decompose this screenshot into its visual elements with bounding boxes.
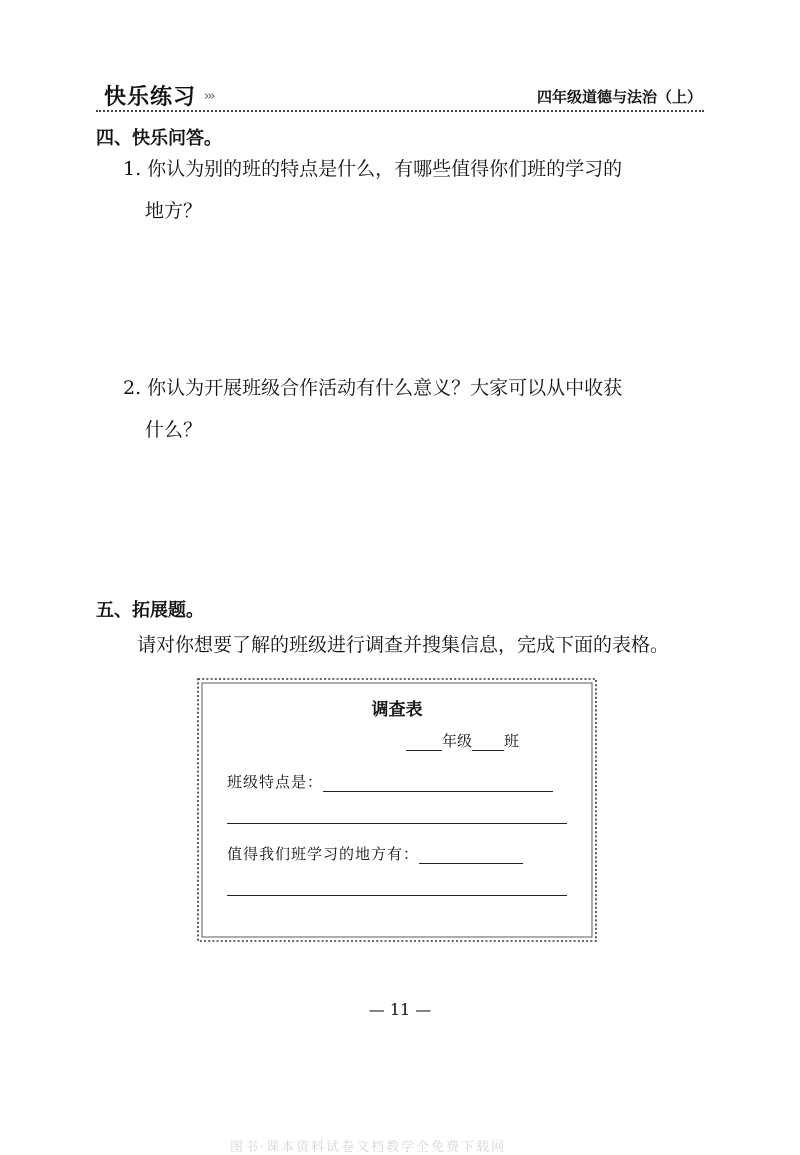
question-2 bbox=[123, 367, 703, 451]
class-blank[interactable] bbox=[472, 734, 504, 751]
learn-blank-line-2[interactable] bbox=[227, 895, 567, 896]
feature-row bbox=[227, 771, 553, 792]
page-number: — 11 — bbox=[368, 1000, 432, 1019]
learn-row bbox=[227, 843, 523, 864]
question-1-line1: 1. 你认为别的班的特点是什么，有哪些值得你们班的学习的 bbox=[123, 158, 623, 180]
grade-blank[interactable] bbox=[406, 734, 442, 751]
header-subject: 四年级道德与法治（上） bbox=[536, 88, 702, 106]
grade-label: 年级 bbox=[442, 732, 473, 750]
page-header bbox=[96, 80, 704, 112]
section-4-title: 四、快乐问答。 bbox=[96, 128, 222, 149]
header-divider bbox=[96, 110, 704, 112]
question-1 bbox=[123, 148, 703, 232]
footer-watermark-text: 图书·课本资料试卷文档教学全免费下载网 bbox=[230, 1140, 507, 1155]
section-5-title: 五、拓展题。 bbox=[96, 600, 204, 621]
header-title: 快乐练习 bbox=[104, 85, 197, 110]
class-label: 班 bbox=[504, 732, 520, 750]
question-1-line2: 地方？ bbox=[145, 200, 203, 222]
section-5-intro: 请对你想要了解的班级进行调查并搜集信息，完成下面的表格。 bbox=[137, 634, 670, 656]
question-2-line1: 2. 你认为开展班级合作活动有什么意义？大家可以从中收获 bbox=[123, 377, 623, 399]
learn-blank[interactable] bbox=[419, 847, 523, 864]
chevron-right-icon: ››› bbox=[204, 89, 214, 104]
feature-blank[interactable] bbox=[323, 775, 553, 792]
learn-label: 值得我们班学习的地方有： bbox=[227, 845, 420, 863]
survey-table bbox=[194, 675, 600, 945]
survey-title: 调查表 bbox=[371, 700, 423, 720]
grade-class-line bbox=[406, 730, 519, 751]
feature-blank-line-2[interactable] bbox=[227, 823, 567, 824]
feature-label: 班级特点是： bbox=[227, 773, 324, 791]
question-2-line2: 什么？ bbox=[145, 419, 203, 441]
